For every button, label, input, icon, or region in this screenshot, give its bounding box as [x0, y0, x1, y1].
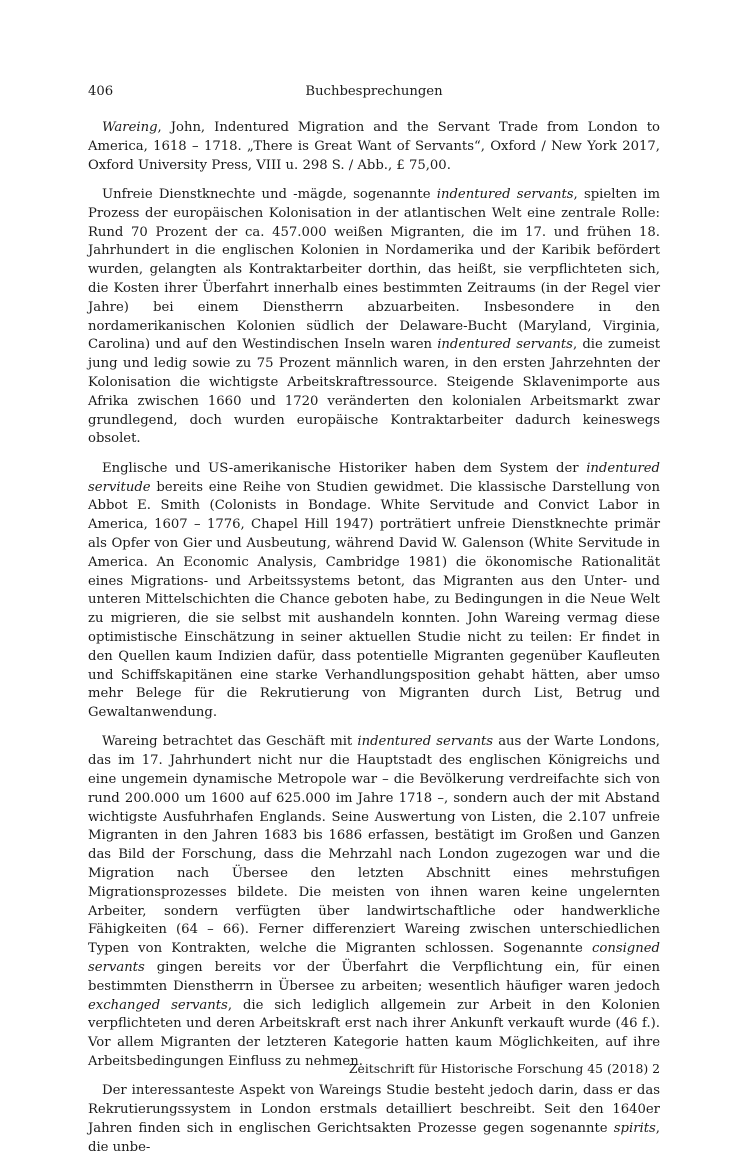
italic-term: spirits	[613, 1121, 656, 1137]
text-run: aus der Warte Londons, das im 17. Jahrhundert nicht nur die Hauptstadt des englischen Königreichs und eine ungemein dynamische Metropole war – die Bevölkerung verdreifachte sich von rund 200.000 um 1600 auf 625.000 im Jahre 1718 –, sondern auch der mit Abstand wichtigste Ausfuhrhafen Englands. Seine Auswertung von Listen, die 2.107 unfreie Migranten in den Jahren 1683 bis 1686 erfassen, bestätigt im Großen und Ganzen das Bild der Forschung, dass die Mehrzahl nach London zugezogen war und die Migration nach Übersee den letzten Abschnitt eines mehrstufigen Migrationsprozesses bildete. Die meisten von ihnen waren keine ungelernten Arbeiter, sondern verfügten über landwirtschaftliche oder handwerkliche Fähigkeiten (64 – 66). Ferner differenziert Wareing zwischen unterschiedlichen Typen von Kontrakten, welche die Migranten schlossen. Sogenannte	[88, 734, 660, 957]
review-paragraph	[88, 460, 660, 723]
text-run: , die unbe-	[88, 1121, 660, 1155]
italic-term: indentured servants	[357, 734, 494, 750]
italic-term: indentured servitude	[88, 460, 660, 495]
italic-term: consigned servants	[88, 941, 660, 976]
text-run: , John, Indentured Migration and the Servant Trade from London to America, 1618 – 1718. „There is Great Want of Servants“, Oxford / New York 2017, Oxford University Press, VIII u. 298 S. / Abb., £ 75,00.	[88, 120, 660, 173]
text-run: gingen bereits vor der Überfahrt die Verpflichtung ein, für einen bestimmten Dienstherrn in Übersee zu arbeiten; wesentlich häufiger waren jedoch	[88, 960, 660, 994]
italic-term: Wareing	[102, 120, 158, 135]
text-run: Der interessanteste Aspekt von Wareings Studie besteht jedoch darin, dass er das Rekrutierungssystem in London erstmals detailliert beschreibt. Seit den 1640er Jahren finden sich in englischen Gerichtsakten Prozesse gegen sogenannte	[88, 1083, 660, 1137]
text-run: , spielten im Prozess der europäischen Kolonisation in der atlantischen Welt eine zentrale Rolle: Rund 70 Prozent der ca. 457.000 weißen Migranten, die im 17. und frühen 18. Jahrhundert in die englischen Kolonien in Nordamerika und der Karibik befördert wurden, gelangten als Kontraktarbeiter dorthin, das heißt, sie verpflichteten sich, die Kosten ihrer Überfahrt innerhalb eines bestimmten Zeitraums (in der Regel vier Jahre) bei einem Dienstherrn abzuarbeiten. Insbesondere in den nordamerikanischen Kolonien südlich der Delaware-Bucht (Maryland, Virginia, Carolina) und auf den Westindischen Inseln waren	[88, 186, 660, 353]
bibliographic-entry	[88, 119, 660, 175]
review-paragraph	[88, 1082, 660, 1157]
running-head: Buchbesprechungen	[305, 84, 443, 99]
text-run: , die zumeist jung und ledig sowie zu 75 Prozent männlich waren, in den ersten Jahrzehnten der Kolonisation die wichtigste Arbeitskraftressource. Steigende Sklavenimporte aus Afrika zwischen 1660 und 1720 veränderten den kolonialen Arbeitsmarkt zwar grundlegend, doch wurden europäische Kontraktarbeiter dadurch keineswegs obsolet.	[88, 337, 661, 447]
text-run: , die sich lediglich allgemein zur Arbeit in den Kolonien verpflichteten und deren Arbeitskraft erst nach ihrer Ankunft verkauft wurde (46 f.). Vor allem Migranten der letzteren Kategorie hatten kaum Möglichkeiten, auf ihre Arbeitsbedingungen Einfluss zu nehmen.	[88, 997, 661, 1070]
text-run: bereits eine Reihe von Studien gewidmet. Die klassische Darstellung von Abbot E. Smith (Colonists in Bondage. White Servitude and Convict Labor in America, 1607 – 1776, Chapel Hill 1947) porträtiert unfreie Dienstknechte primär als Opfer von Gier und Ausbeutung, während David W. Galenson (White Servitude in America. An Economic Analysis, Cambridge 1981) die ökonomische Rationalität eines Migrations- und Arbeitssystems betont, das Migranten aus den Unter- und unteren Mittelschichten die Chance geboten habe, zu Bedingungen in die Neue Welt zu migrieren, die sie selbst mit aushandeln konnten. John Wareing vermag diese optimistische Einschätzung in seiner aktuellen Studie nicht zu teilen: Er findet in den Quellen kaum Indizien dafür, dass potentielle Migranten gegenüber Kaufleuten und Schiffskapitänen eine starke Verhandlungsposition gehabt hätten, aber umso mehr Belege für die Rekrutierung von Migranten durch List, Betrug und Gewaltanwendung.	[88, 479, 660, 721]
review-paragraph	[88, 186, 660, 449]
journal-footer: Zeitschrift für Historische Forschung 45 (2018) 2	[348, 1061, 660, 1076]
review-body	[88, 119, 660, 1158]
review-paragraph	[88, 733, 660, 1071]
italic-term: indentured servants	[436, 186, 574, 202]
page-number: 406	[88, 84, 114, 99]
text-run: Unfreie Dienstknechte und -mägde, sogenannte	[102, 186, 437, 202]
text-run: Wareing betrachtet das Geschäft mit	[102, 734, 358, 750]
italic-term: indentured servants	[437, 337, 573, 353]
italic-term: exchanged servants	[88, 997, 228, 1013]
text-run: Englische und US-amerikanische Historiker haben dem System der	[102, 460, 587, 476]
